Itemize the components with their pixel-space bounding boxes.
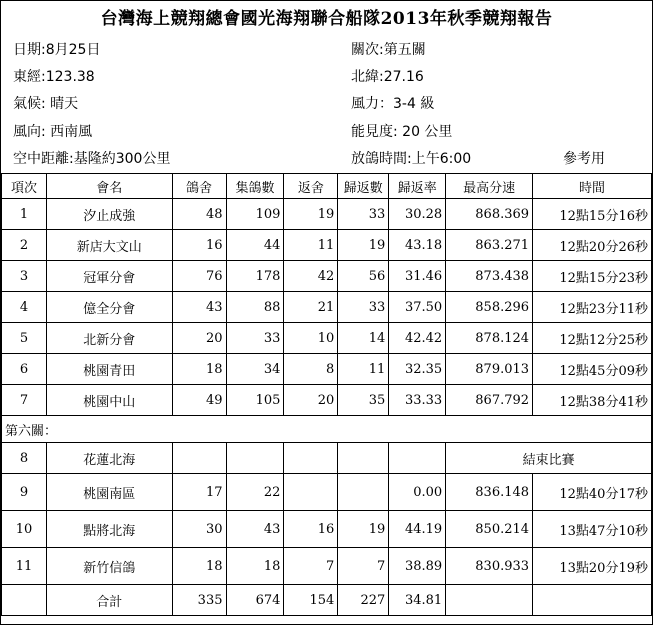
cell-collected: 34 bbox=[226, 354, 284, 385]
cell-speed: 830.933 bbox=[446, 548, 533, 585]
cell-no bbox=[2, 585, 47, 616]
cell-returned: 56 bbox=[338, 261, 389, 292]
table-row bbox=[2, 511, 652, 548]
cell-speed: 836.148 bbox=[446, 474, 533, 511]
cell-collected: 22 bbox=[226, 474, 284, 511]
cell-lofts: 76 bbox=[172, 261, 226, 292]
table-row bbox=[2, 261, 652, 292]
cell-lofts: 30 bbox=[172, 511, 226, 548]
cell-home: 10 bbox=[284, 323, 338, 354]
cell-collected: 109 bbox=[226, 199, 284, 230]
cell-no: 4 bbox=[2, 292, 47, 323]
cell-no: 11 bbox=[2, 548, 47, 585]
cell-returned: 19 bbox=[338, 230, 389, 261]
cell-returned: 11 bbox=[338, 354, 389, 385]
cell-time: 12點38分41秒 bbox=[533, 385, 652, 416]
table-row bbox=[2, 474, 652, 511]
total-row bbox=[2, 585, 652, 616]
cell-name: 新竹信鴿 bbox=[46, 548, 172, 585]
cell-time: 12點20分26秒 bbox=[533, 230, 652, 261]
cell-speed: 873.438 bbox=[446, 261, 533, 292]
cell-time: 12點15分16秒 bbox=[533, 199, 652, 230]
cell-name: 汐止成強 bbox=[46, 199, 172, 230]
cell-rate: 43.18 bbox=[389, 230, 446, 261]
cell-lofts: 48 bbox=[172, 199, 226, 230]
cell-lofts bbox=[172, 443, 226, 474]
cell-no: 3 bbox=[2, 261, 47, 292]
cell-name: 億全分會 bbox=[46, 292, 172, 323]
table-row bbox=[2, 443, 652, 474]
info-wind-direction: 風向: 西南風 bbox=[13, 124, 93, 140]
cell-rate: 32.35 bbox=[389, 354, 446, 385]
cell-speed: 863.271 bbox=[446, 230, 533, 261]
cell-rate: 37.50 bbox=[389, 292, 446, 323]
cell-name: 桃園中山 bbox=[46, 385, 172, 416]
cell-rate: 0.00 bbox=[389, 474, 446, 511]
cell-rate: 44.19 bbox=[389, 511, 446, 548]
cell-home bbox=[284, 474, 338, 511]
cell-no: 7 bbox=[2, 385, 47, 416]
header-returned: 歸返數 bbox=[338, 174, 389, 199]
table-row bbox=[2, 292, 652, 323]
cell-returned bbox=[338, 474, 389, 511]
header-row bbox=[2, 174, 652, 199]
cell-speed: 879.013 bbox=[446, 354, 533, 385]
total-returned: 227 bbox=[338, 585, 389, 616]
info-weather: 氣候: 晴天 bbox=[13, 96, 79, 112]
table-row bbox=[2, 323, 652, 354]
total-rate: 34.81 bbox=[389, 585, 446, 616]
cell-returned: 14 bbox=[338, 323, 389, 354]
cell-returned: 33 bbox=[338, 292, 389, 323]
cell-lofts: 43 bbox=[172, 292, 226, 323]
info-visibility: 能見度: 20 公里 bbox=[351, 124, 453, 140]
cell-no: 5 bbox=[2, 323, 47, 354]
header-home: 返舍 bbox=[284, 174, 338, 199]
cell-speed: 878.124 bbox=[446, 323, 533, 354]
cell-no: 6 bbox=[2, 354, 47, 385]
cell-name: 桃園青田 bbox=[46, 354, 172, 385]
header-name: 會名 bbox=[46, 174, 172, 199]
cell-lofts: 16 bbox=[172, 230, 226, 261]
header-rate: 歸返率 bbox=[389, 174, 446, 199]
cell-time: 13點47分10秒 bbox=[533, 511, 652, 548]
info-date: 日期:8月25日 bbox=[13, 42, 101, 58]
info-round: 關次:第五關 bbox=[351, 42, 426, 58]
cell-collected: 105 bbox=[226, 385, 284, 416]
info-latitude: 北緯:27.16 bbox=[351, 69, 424, 85]
cell-rate: 42.42 bbox=[389, 323, 446, 354]
cell-speed: 868.369 bbox=[446, 199, 533, 230]
cell-time: 12點45分09秒 bbox=[533, 354, 652, 385]
cell-end-note: 結束比賽 bbox=[446, 443, 652, 474]
cell-rate bbox=[389, 443, 446, 474]
total-label: 合計 bbox=[46, 585, 172, 616]
table-row bbox=[2, 230, 652, 261]
total-collected: 674 bbox=[226, 585, 284, 616]
header-time: 時間 bbox=[533, 174, 652, 199]
cell-collected: 178 bbox=[226, 261, 284, 292]
table-row bbox=[2, 354, 652, 385]
section-label: 第六關： bbox=[2, 416, 652, 443]
cell-rate: 30.28 bbox=[389, 199, 446, 230]
info-wind-force: 風力：3-4 級 bbox=[351, 96, 435, 112]
cell-returned: 33 bbox=[338, 199, 389, 230]
table-row bbox=[2, 548, 652, 585]
info-note: 參考用 bbox=[563, 151, 605, 167]
cell-collected: 18 bbox=[226, 548, 284, 585]
results-table bbox=[1, 173, 652, 616]
cell-returned: 35 bbox=[338, 385, 389, 416]
table-row bbox=[2, 199, 652, 230]
cell-collected: 44 bbox=[226, 230, 284, 261]
section-row bbox=[2, 416, 652, 443]
header-no: 項次 bbox=[2, 174, 47, 199]
cell-name: 點將北海 bbox=[46, 511, 172, 548]
cell-rate: 33.33 bbox=[389, 385, 446, 416]
cell-no: 1 bbox=[2, 199, 47, 230]
cell-time: 12點12分25秒 bbox=[533, 323, 652, 354]
cell-lofts: 49 bbox=[172, 385, 226, 416]
cell-returned: 7 bbox=[338, 548, 389, 585]
cell-collected: 33 bbox=[226, 323, 284, 354]
cell-returned: 19 bbox=[338, 511, 389, 548]
cell-no: 8 bbox=[2, 443, 47, 474]
header-lofts: 鴿舍 bbox=[172, 174, 226, 199]
cell-home: 16 bbox=[284, 511, 338, 548]
cell-lofts: 20 bbox=[172, 323, 226, 354]
cell-home: 8 bbox=[284, 354, 338, 385]
cell-name: 北新分會 bbox=[46, 323, 172, 354]
cell-returned bbox=[338, 443, 389, 474]
cell-home: 20 bbox=[284, 385, 338, 416]
info-release-time: 放鴿時間:上午6:00 bbox=[351, 151, 472, 167]
cell-speed: 858.296 bbox=[446, 292, 533, 323]
report-title: 台灣海上競翔總會國光海翔聯合船隊2013年秋季競翔報告 bbox=[100, 9, 553, 29]
cell-name: 新店大文山 bbox=[46, 230, 172, 261]
cell-home bbox=[284, 443, 338, 474]
header-collected: 集鴿數 bbox=[226, 174, 284, 199]
cell-lofts: 18 bbox=[172, 548, 226, 585]
total-lofts: 335 bbox=[172, 585, 226, 616]
cell-time: 13點20分19秒 bbox=[533, 548, 652, 585]
cell-rate: 38.89 bbox=[389, 548, 446, 585]
header-top-speed: 最高分速 bbox=[446, 174, 533, 199]
cell-home: 11 bbox=[284, 230, 338, 261]
cell-home: 21 bbox=[284, 292, 338, 323]
cell-collected bbox=[226, 443, 284, 474]
info-longitude: 東經:123.38 bbox=[13, 69, 95, 85]
cell-no: 10 bbox=[2, 511, 47, 548]
cell-speed bbox=[446, 585, 533, 616]
total-home: 154 bbox=[284, 585, 338, 616]
info-distance: 空中距離:基隆約300公里 bbox=[13, 151, 171, 167]
cell-collected: 88 bbox=[226, 292, 284, 323]
cell-speed: 867.792 bbox=[446, 385, 533, 416]
cell-home: 7 bbox=[284, 548, 338, 585]
cell-home: 19 bbox=[284, 199, 338, 230]
cell-time: 12點23分11秒 bbox=[533, 292, 652, 323]
cell-time: 12點15分23秒 bbox=[533, 261, 652, 292]
cell-name: 花蓮北海 bbox=[46, 443, 172, 474]
table-row bbox=[2, 385, 652, 416]
cell-lofts: 17 bbox=[172, 474, 226, 511]
cell-name: 桃園南區 bbox=[46, 474, 172, 511]
cell-lofts: 18 bbox=[172, 354, 226, 385]
cell-no: 2 bbox=[2, 230, 47, 261]
cell-collected: 43 bbox=[226, 511, 284, 548]
cell-home: 42 bbox=[284, 261, 338, 292]
cell-name: 冠軍分會 bbox=[46, 261, 172, 292]
cell-time: 12點40分17秒 bbox=[533, 474, 652, 511]
cell-rate: 31.46 bbox=[389, 261, 446, 292]
cell-speed: 850.214 bbox=[446, 511, 533, 548]
cell-no: 9 bbox=[2, 474, 47, 511]
cell-time bbox=[533, 585, 652, 616]
